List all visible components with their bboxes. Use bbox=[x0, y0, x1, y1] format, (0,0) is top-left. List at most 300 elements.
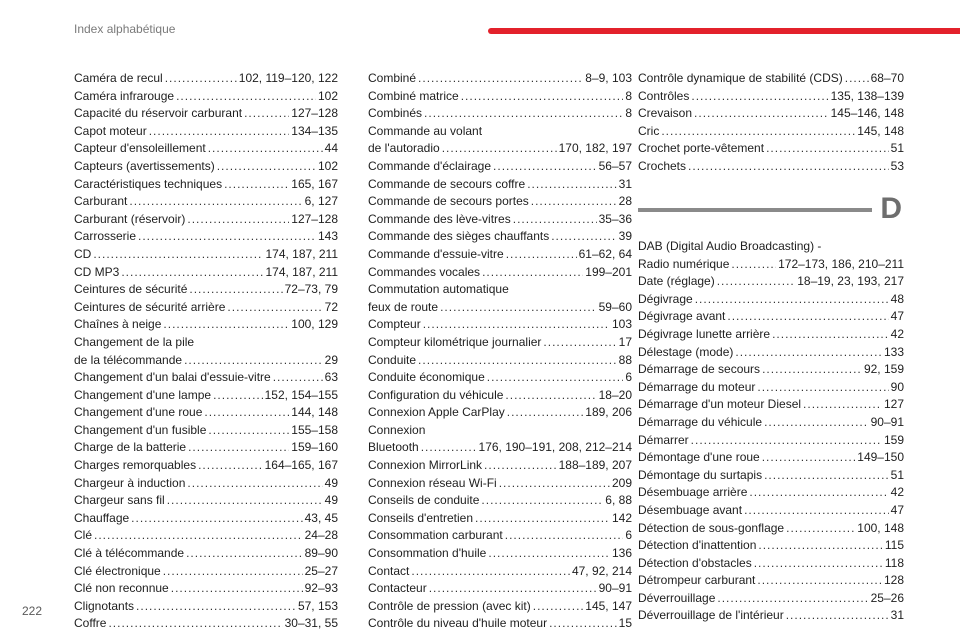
dot-leader bbox=[187, 211, 289, 229]
index-entry-pages: 102 bbox=[317, 158, 338, 173]
index-entry bbox=[638, 158, 904, 176]
index-entry-heading: DAB (Digital Audio Broadcasting) - bbox=[638, 239, 822, 253]
dot-leader bbox=[484, 457, 557, 475]
index-entry-pages: 145–146, 148 bbox=[830, 106, 904, 121]
index-entry-pages: 189, 206 bbox=[585, 405, 632, 420]
index-entry-pages: 8 bbox=[625, 88, 632, 103]
dot-leader bbox=[762, 449, 856, 467]
dot-leader bbox=[108, 615, 282, 633]
index-entry-pages: 25–27 bbox=[304, 563, 338, 578]
index-entry bbox=[74, 404, 338, 422]
index-entry bbox=[74, 369, 338, 387]
dot-leader bbox=[440, 299, 597, 317]
index-entry bbox=[638, 361, 904, 379]
index-entry-term: Clé électronique bbox=[74, 563, 161, 578]
dot-leader bbox=[717, 273, 796, 291]
dot-leader bbox=[204, 404, 289, 422]
index-entry-pages: 90–91 bbox=[598, 581, 632, 596]
index-entry bbox=[638, 291, 904, 309]
index-entry-term: Ceintures de sécurité arrière bbox=[74, 299, 226, 314]
index-column-2 bbox=[368, 70, 632, 633]
index-entry-term: Déverrouillage bbox=[638, 590, 716, 605]
dot-leader bbox=[136, 598, 296, 616]
index-entry-pages: 164–165, 167 bbox=[264, 458, 338, 473]
index-entry bbox=[368, 176, 632, 194]
index-entry-term: CD MP3 bbox=[74, 264, 120, 279]
dot-leader bbox=[493, 158, 597, 176]
index-entry-pages: 72–73, 79 bbox=[284, 282, 338, 297]
index-entry-pages: 29 bbox=[324, 352, 338, 367]
dot-leader bbox=[505, 527, 624, 545]
index-entry-term: de l'autoradio bbox=[368, 141, 440, 156]
index-entry-pages: 56–57 bbox=[598, 158, 632, 173]
index-entry bbox=[368, 334, 632, 352]
dot-leader bbox=[482, 264, 583, 282]
index-entry-pages: 165, 167 bbox=[291, 176, 338, 191]
index-entry-pages: 63 bbox=[324, 370, 338, 385]
index-entry-term: Conseils d'entretien bbox=[368, 510, 474, 525]
index-entry bbox=[368, 316, 632, 334]
index-entry-pages: 51 bbox=[890, 467, 904, 482]
index-entry-pages: 142 bbox=[611, 510, 632, 525]
dot-leader bbox=[186, 545, 303, 563]
index-entry-pages: 57, 153 bbox=[297, 598, 338, 613]
index-entry bbox=[368, 404, 632, 422]
dot-leader bbox=[749, 484, 888, 502]
index-entry bbox=[74, 457, 338, 475]
index-entry bbox=[368, 352, 632, 370]
index-entry bbox=[638, 308, 904, 326]
index-entry bbox=[368, 105, 632, 123]
dot-leader bbox=[661, 123, 855, 141]
index-entry-term: Radio numérique bbox=[638, 256, 730, 271]
index-entry-pages: 47, 92, 214 bbox=[571, 563, 632, 578]
dot-leader bbox=[487, 369, 624, 387]
index-entry-pages: 92, 159 bbox=[863, 362, 904, 377]
index-entry-term: Démarrage du véhicule bbox=[638, 414, 763, 429]
index-entry-term: Crochets bbox=[638, 158, 687, 173]
dot-leader bbox=[533, 598, 584, 616]
dot-leader bbox=[429, 580, 597, 598]
header-accent-bar bbox=[488, 28, 960, 34]
index-entry-pages: 127 bbox=[883, 397, 904, 412]
dot-leader bbox=[421, 439, 477, 457]
dot-leader bbox=[506, 246, 577, 264]
dot-leader bbox=[424, 105, 623, 123]
index-entry bbox=[368, 492, 632, 510]
dot-leader bbox=[188, 439, 289, 457]
index-entry-term: Commande des lève-vitres bbox=[368, 211, 511, 226]
index-entry-term: CD bbox=[74, 246, 92, 261]
index-entry-term: Désembuage arrière bbox=[638, 485, 748, 500]
index-entry-term: Crochet porte-vêtement bbox=[638, 141, 765, 156]
index-entry-term: Conduite bbox=[368, 352, 417, 367]
index-entry bbox=[368, 545, 632, 563]
index-entry bbox=[368, 422, 632, 457]
index-entry-term: Chargeur à induction bbox=[74, 475, 186, 490]
index-entry bbox=[74, 422, 338, 440]
index-entry-pages: 47 bbox=[890, 309, 904, 324]
index-entry-term: Capteur d'ensoleillement bbox=[74, 141, 206, 156]
dot-leader bbox=[208, 140, 323, 158]
index-entry bbox=[74, 193, 338, 211]
index-entry bbox=[368, 563, 632, 581]
index-entry-term: de la télécommande bbox=[74, 352, 183, 367]
dot-leader bbox=[691, 432, 882, 450]
index-entry-term: Commande d'essuie-vitre bbox=[368, 246, 504, 261]
index-entry-term: Consommation d'huile bbox=[368, 546, 487, 561]
index-entry-term: Déverrouillage de l'intérieur bbox=[638, 608, 784, 623]
index-entry-pages: 42 bbox=[890, 485, 904, 500]
dot-leader bbox=[131, 510, 302, 528]
index-entry bbox=[368, 211, 632, 229]
index-entry bbox=[638, 467, 904, 485]
index-entry-term: Contrôle dynamique de stabilité (CDS) bbox=[638, 71, 843, 85]
index-entry-term: Chargeur sans fil bbox=[74, 493, 165, 508]
dot-leader bbox=[531, 193, 617, 211]
index-entry bbox=[368, 615, 632, 633]
index-entry-pages: 30–31, 55 bbox=[284, 616, 338, 631]
dot-leader bbox=[442, 140, 557, 158]
index-entry-pages: 89–90 bbox=[304, 546, 338, 561]
index-entry-pages: 51 bbox=[890, 141, 904, 156]
index-entry-pages: 49 bbox=[324, 493, 338, 508]
index-entry bbox=[74, 88, 338, 106]
index-entry-term: Dégivrage bbox=[638, 291, 693, 306]
index-entry-term: Compteur kilométrique journalier bbox=[368, 334, 542, 349]
index-entry-pages: 174, 187, 211 bbox=[265, 246, 338, 261]
index-entry-term: Démarrer bbox=[638, 432, 689, 447]
dot-leader bbox=[165, 70, 237, 88]
index-entry bbox=[638, 555, 904, 573]
dot-leader bbox=[691, 88, 828, 106]
index-entry bbox=[638, 379, 904, 397]
index-entry bbox=[368, 580, 632, 598]
dot-leader bbox=[551, 228, 616, 246]
index-entry-pages: 115 bbox=[884, 538, 904, 553]
index-entry-pages: 42 bbox=[890, 326, 904, 341]
index-entry-pages: 35–36 bbox=[598, 211, 632, 226]
index-entry-term: Connexion réseau Wi-Fi bbox=[368, 475, 497, 490]
index-entry-pages: 134–135 bbox=[291, 123, 338, 138]
index-entry-pages: 25–26 bbox=[870, 590, 904, 605]
index-entry-pages: 72 bbox=[324, 299, 338, 314]
index-entry-term: Combiné matrice bbox=[368, 88, 459, 103]
index-entry-term: Conduite économique bbox=[368, 370, 485, 385]
index-entry bbox=[74, 246, 338, 264]
index-entry-term: Contrôles bbox=[638, 88, 690, 103]
index-entry-term: Démarrage du moteur bbox=[638, 379, 756, 394]
index-entry-pages: 28 bbox=[618, 194, 632, 209]
index-entry bbox=[74, 492, 338, 510]
index-entry-term: Contrôle de pression (avec kit) bbox=[368, 598, 531, 613]
index-entry bbox=[74, 264, 338, 282]
page-number: 222 bbox=[22, 604, 43, 618]
index-entry-term: Carrosserie bbox=[74, 229, 137, 244]
dot-leader bbox=[549, 615, 617, 633]
index-entry-pages: 39 bbox=[618, 229, 632, 244]
index-entry-term: Combinés bbox=[368, 106, 423, 121]
index-entry-term: Changement d'une lampe bbox=[74, 387, 212, 402]
dot-leader bbox=[764, 467, 889, 485]
index-entry-pages: 47 bbox=[890, 502, 904, 517]
dot-leader bbox=[757, 572, 882, 590]
index-entry-heading: Commutation automatique bbox=[368, 282, 509, 297]
index-entry-term: Commande de secours coffre bbox=[368, 176, 526, 191]
section-divider-rule bbox=[638, 208, 872, 212]
index-entry-pages: 174, 187, 211 bbox=[265, 264, 338, 279]
index-entry-pages: 170, 182, 197 bbox=[558, 141, 632, 156]
dot-leader bbox=[176, 88, 316, 106]
index-entry bbox=[368, 510, 632, 528]
index-entry bbox=[74, 334, 338, 369]
index-entry-pages: 90 bbox=[890, 379, 904, 394]
dot-leader bbox=[121, 264, 263, 282]
index-entry bbox=[74, 545, 338, 563]
index-entry-term: Dégivrage avant bbox=[638, 309, 726, 324]
index-entry bbox=[368, 246, 632, 264]
index-entry bbox=[74, 527, 338, 545]
dot-leader bbox=[163, 563, 303, 581]
dot-leader bbox=[93, 246, 263, 264]
dot-leader bbox=[507, 404, 584, 422]
index-entry-pages: 155–158 bbox=[291, 422, 338, 437]
dot-leader bbox=[786, 607, 889, 625]
index-entry-pages: 172–173, 186, 210–211 bbox=[778, 256, 904, 271]
dot-leader bbox=[461, 88, 624, 106]
index-entry-term: Démontage d'une roue bbox=[638, 450, 760, 465]
index-entry-pages: 18–19, 23, 193, 217 bbox=[797, 274, 904, 289]
index-entry bbox=[368, 264, 632, 282]
index-entry bbox=[74, 439, 338, 457]
index-entry-pages: 188–189, 207 bbox=[558, 458, 632, 473]
index-column-3-d-section bbox=[638, 238, 904, 625]
index-entry-term: Caméra infrarouge bbox=[74, 88, 175, 103]
index-entry-pages: 90–91 bbox=[870, 414, 904, 429]
index-entry-pages: 145, 148 bbox=[857, 123, 904, 138]
dot-leader bbox=[213, 387, 263, 405]
index-entry-pages: 53 bbox=[890, 158, 904, 173]
index-entry-pages: 6, 88 bbox=[605, 493, 632, 508]
index-entry bbox=[368, 527, 632, 545]
index-entry bbox=[638, 273, 904, 291]
dot-leader bbox=[475, 510, 610, 528]
index-entry-pages: 152, 154–155 bbox=[264, 387, 338, 402]
index-entry-pages: 135, 138–139 bbox=[830, 88, 904, 103]
index-entry-term: Cric bbox=[638, 123, 660, 138]
index-entry-term: Combiné bbox=[368, 71, 417, 85]
index-column-3 bbox=[638, 70, 904, 176]
index-entry-term: Contact bbox=[368, 563, 410, 578]
index-entry bbox=[74, 316, 338, 334]
dot-leader bbox=[744, 502, 889, 520]
index-entry bbox=[74, 176, 338, 194]
index-entry-pages: 159–160 bbox=[291, 440, 338, 455]
dot-leader bbox=[198, 457, 263, 475]
index-entry-term: Crevaison bbox=[638, 106, 693, 121]
dot-leader bbox=[803, 396, 882, 414]
index-entry bbox=[368, 123, 632, 158]
index-entry-term: Contrôle du niveau d'huile moteur bbox=[368, 616, 548, 631]
index-entry-term: Caméra de recul bbox=[74, 71, 163, 85]
index-entry-term: Dégivrage lunette arrière bbox=[638, 326, 771, 341]
dot-leader bbox=[513, 211, 597, 229]
index-entry-pages: 100, 129 bbox=[291, 317, 338, 332]
index-entry-pages: 6 bbox=[625, 528, 632, 543]
dot-leader bbox=[757, 379, 888, 397]
index-entry-term: Commande des sièges chauffants bbox=[368, 229, 550, 244]
dot-leader bbox=[505, 387, 596, 405]
index-entry bbox=[74, 123, 338, 141]
index-entry-term: Changement d'un balai d'essuie-vitre bbox=[74, 370, 271, 385]
index-entry bbox=[368, 475, 632, 493]
index-entry bbox=[638, 607, 904, 625]
index-entry-term: Bluetooth bbox=[368, 440, 419, 455]
index-entry bbox=[638, 396, 904, 414]
index-entry-term: Désembuage avant bbox=[638, 502, 743, 517]
index-entry-pages: 88 bbox=[618, 352, 632, 367]
index-entry-pages: 118 bbox=[884, 555, 904, 570]
index-entry-pages: 8–9, 103 bbox=[585, 71, 632, 85]
index-entry-term: Chaînes à neige bbox=[74, 317, 162, 332]
index-entry bbox=[74, 228, 338, 246]
dot-leader bbox=[727, 308, 888, 326]
index-entry bbox=[74, 299, 338, 317]
dot-leader bbox=[227, 299, 322, 317]
index-entry bbox=[74, 387, 338, 405]
dot-leader bbox=[499, 475, 610, 493]
dot-leader bbox=[418, 70, 583, 88]
index-entry bbox=[638, 344, 904, 362]
dot-leader bbox=[735, 344, 882, 362]
index-entry-term: Clé bbox=[74, 528, 93, 543]
index-entry-term: Clignotants bbox=[74, 598, 135, 613]
index-entry-term: Caractéristiques techniques bbox=[74, 176, 223, 191]
dot-leader bbox=[845, 70, 869, 88]
dot-leader bbox=[688, 158, 889, 176]
index-entry bbox=[638, 238, 904, 273]
dot-leader bbox=[764, 414, 869, 432]
dot-leader bbox=[187, 475, 322, 493]
index-entry-term: Capteurs (avertissements) bbox=[74, 158, 215, 173]
index-entry-term: Charges remorquables bbox=[74, 458, 197, 473]
index-entry-term: Délestage (mode) bbox=[638, 344, 734, 359]
index-entry bbox=[638, 414, 904, 432]
index-entry bbox=[74, 70, 338, 88]
index-entry bbox=[638, 432, 904, 450]
index-entry-pages: 31 bbox=[890, 608, 904, 623]
index-entry bbox=[638, 520, 904, 538]
dot-leader bbox=[695, 291, 889, 309]
index-entry bbox=[638, 70, 904, 88]
index-entry bbox=[638, 572, 904, 590]
dot-leader bbox=[488, 545, 610, 563]
dot-leader bbox=[244, 105, 289, 123]
index-entry-term: Carburant (réservoir) bbox=[74, 211, 186, 226]
dot-leader bbox=[217, 158, 316, 176]
index-entry-term: Commandes vocales bbox=[368, 264, 481, 279]
index-entry-term: Carburant bbox=[74, 194, 128, 209]
dot-leader bbox=[208, 422, 289, 440]
index-entry bbox=[638, 537, 904, 555]
index-entry-pages: 48 bbox=[890, 291, 904, 306]
index-entry-term: Ceintures de sécurité bbox=[74, 282, 188, 297]
dot-leader bbox=[418, 352, 617, 370]
index-entry-pages: 44 bbox=[324, 141, 338, 156]
index-entry-term: Détection d'obstacles bbox=[638, 555, 752, 570]
index-entry bbox=[74, 563, 338, 581]
index-entry bbox=[368, 457, 632, 475]
index-entry-term: feux de route bbox=[368, 299, 439, 314]
index-entry-term: Clé à télécommande bbox=[74, 546, 185, 561]
index-entry-term: Configuration du véhicule bbox=[368, 387, 504, 402]
index-entry-pages: 15 bbox=[618, 616, 632, 631]
index-entry-pages: 43, 45 bbox=[304, 510, 338, 525]
dot-leader bbox=[411, 563, 570, 581]
index-entry-pages: 133 bbox=[883, 344, 904, 359]
index-entry-term: Changement d'un fusible bbox=[74, 422, 207, 437]
index-entry-term: Commande d'éclairage bbox=[368, 158, 492, 173]
index-entry-term: Détection de sous-gonflage bbox=[638, 520, 785, 535]
dot-leader bbox=[758, 537, 882, 555]
index-entry-term: Compteur bbox=[368, 317, 421, 332]
dot-leader bbox=[527, 176, 616, 194]
index-entry-term: Connexion MirrorLink bbox=[368, 458, 483, 473]
dot-leader bbox=[766, 140, 889, 158]
index-entry-pages: 18–20 bbox=[598, 387, 632, 402]
index-entry-pages: 144, 148 bbox=[291, 405, 338, 420]
index-entry bbox=[638, 326, 904, 344]
index-entry-pages: 17 bbox=[618, 334, 632, 349]
index-entry-term: Charge de la batterie bbox=[74, 440, 187, 455]
index-entry bbox=[368, 369, 632, 387]
index-entry-pages: 176, 190–191, 208, 212–214 bbox=[478, 440, 632, 455]
dot-leader bbox=[138, 228, 316, 246]
index-entry bbox=[638, 484, 904, 502]
index-entry-pages: 92–93 bbox=[304, 581, 338, 596]
dot-leader bbox=[163, 316, 289, 334]
index-entry-pages: 102, 119–120, 122 bbox=[238, 71, 338, 85]
index-entry-pages: 31 bbox=[618, 176, 632, 191]
index-entry-term: Capot moteur bbox=[74, 123, 147, 138]
index-entry-pages: 59–60 bbox=[598, 299, 632, 314]
index-entry-term: Clé non reconnue bbox=[74, 581, 169, 596]
index-entry-term: Contacteur bbox=[368, 581, 427, 596]
index-entry bbox=[74, 158, 338, 176]
index-entry-term: Détrompeur carburant bbox=[638, 573, 756, 588]
dot-leader bbox=[772, 326, 889, 344]
dot-leader bbox=[149, 123, 290, 141]
index-entry bbox=[368, 387, 632, 405]
index-entry bbox=[368, 281, 632, 316]
index-entry bbox=[638, 449, 904, 467]
index-entry-term: Changement d'une roue bbox=[74, 405, 203, 420]
index-entry-term: Chauffage bbox=[74, 510, 130, 525]
index-entry-pages: 127–128 bbox=[291, 211, 338, 226]
index-entry-term: Coffre bbox=[74, 616, 107, 631]
dot-leader bbox=[224, 176, 289, 194]
index-entry-pages: 100, 148 bbox=[857, 520, 904, 535]
index-entry bbox=[74, 475, 338, 493]
index-entry-term: Capacité du réservoir carburant bbox=[74, 106, 243, 121]
index-entry bbox=[74, 211, 338, 229]
index-entry bbox=[368, 598, 632, 616]
dot-leader bbox=[754, 555, 883, 573]
index-entry-pages: 8 bbox=[625, 106, 632, 121]
dot-leader bbox=[129, 193, 302, 211]
index-entry-pages: 143 bbox=[317, 229, 338, 244]
index-entry bbox=[638, 123, 904, 141]
